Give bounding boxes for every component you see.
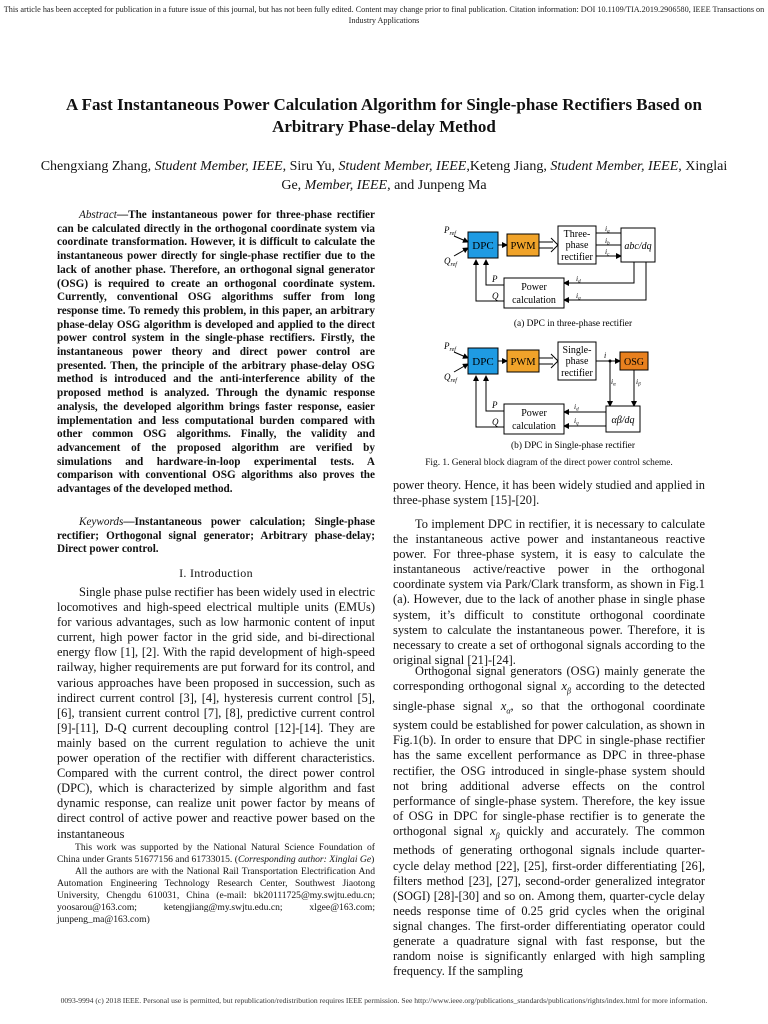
author-role: Member, IEEE <box>304 178 388 193</box>
intro-paragraph: Single phase pulse rectifier has been widely used in electric locomotives and high-speed electrical multiple units (EMUs) for various advantages, such as low harmonic content of input current, high power factor in the grid side, and bi-directional energy flow [1], [2]. With the rapid development of high-speed railway, higher requirements are put forward for its control, and various approaches have been proposed in succession, such as indirect current control [3], [4], hysteresis current control [5], [6], transient current control [7], [8], predictive current control [9]-[11], D-Q current decoupling control [12]-[14]. They are mainly based on the current regulation to achieve the unit power operation of the rectifier with different characteristics. Compared with the current control, the direct power control (DPC), which is characterized by simple algorithm and fast dynamic response, can realize unit power factor by means of direct control of active power and reactive power based on the instantaneous <box>57 585 375 841</box>
signal-id-b: $i_d$ <box>574 402 579 413</box>
alpha-beta-dq-label: αβ/dq <box>611 415 635 426</box>
signal-p-a: P <box>492 274 498 284</box>
signal-ialpha: $i_\alpha$ <box>611 377 616 388</box>
signal-qref-b: $Q_{ref}$ <box>444 372 457 384</box>
right-paragraph-3: Orthogonal signal generators (OSG) mainly generate the corresponding orthogonal signal $x_\beta$ according to the detected single-phase signal $x_\alpha$, so that the orthogonal coordinate system could be established for power calculation, as shown in Fig.1(b). In order to ensure that DPC in single-phase rectifier has the same excellent performance as DPC in three-phase rectifier, the OSG introduced in single-phase system should not bring additional adverse effects on the control performance of single-phase system. Therefore, the key issue of OSG in DPC for single-phase rectifier is to generate the orthogonal signal $x_\beta$ quickly and accurately. The common methods of generating orthogonal signals include quarter-cycle delay method [22], [25], first-order differentiating [26], filters method [23], [27], second-order generalized integrator (SOGI) [28]-[30] and so on. Among them, quarter-cycle delay needs response time of 0.25 grid cycles when the original signal changes. The first-order differentiating operator could generate a quadrature signal with fast response, but the random noise is significantly enlarged with high sampling frequency. If the sampling <box>393 664 706 979</box>
signal-ibeta: $i_\beta$ <box>636 377 641 388</box>
figure-block-diagram <box>438 222 708 450</box>
single-phase-label-2: phase <box>565 356 589 367</box>
affiliation-note: All the authors are with the National Rail Transportation Electrification And Automation Engineering Technology Research Center, Southwest Jiaotong University, Chengdu 610031, China (e-mail: bk20111725@my.swjtu.edu.cn; yoosarou@163.com; ketengjiang@my.swjtu.edu.cn; xlgee@163.com; junpeng_ma@163.com) <box>57 866 375 925</box>
signal-i: i <box>604 351 607 360</box>
signal-p-b: P <box>492 400 498 410</box>
dpc-label-a: DPC <box>472 240 494 252</box>
keywords <box>57 516 375 557</box>
subcaption-b: (b) DPC in Single-phase rectifier <box>511 441 635 450</box>
signal-id-a: $i_d$ <box>576 274 581 285</box>
three-phase-label-3: rectifier <box>561 252 593 263</box>
keywords-text: Instantaneous power calculation; Single-phase rectifier; Orthogonal signal generator; Arbitrary phase-delay; Direct power control. <box>57 516 375 556</box>
section-heading: I. Introduction <box>179 566 253 580</box>
paper-title: A Fast Instantaneous Power Calculation Algorithm for Single-phase Rectifiers Based on Arbitrary Phase-delay Method <box>66 95 702 136</box>
osg-label: OSG <box>623 357 645 368</box>
copyright-footer: 0093-9994 (c) 2018 IEEE. Personal use is permitted, but republication/redistribution requires IEEE permission. See http://www.ieee.org/publications_standards/publications/rights/index.html for more information. <box>60 996 708 1005</box>
keywords-dash: — <box>123 516 135 528</box>
diagram-b <box>443 341 648 450</box>
abstract-label: Abstract <box>79 209 117 221</box>
power-calc-label-1-b: Power <box>521 408 547 419</box>
signal-q-b: Q <box>492 417 499 427</box>
signal-iq-b: $i_q$ <box>574 416 579 427</box>
signal-q-a: Q <box>492 291 499 301</box>
power-calc-label-2-a: calculation <box>512 295 556 306</box>
author-name: Chengxiang Zhang, <box>40 159 155 174</box>
journal-notice: This article has been accepted for publication in a future issue of this journal, but has not been fully edited. Content may change prior to final publication. Citation information: DOI 10.1109/TIA.2019.2906580, IEEE Transactions on Industry Applications <box>3 5 765 25</box>
abstract-dash: — <box>116 209 129 221</box>
footnote <box>57 842 375 926</box>
author-name: , Xinglai Ge, <box>281 159 728 193</box>
author-name: ,Keteng Jiang, <box>466 159 551 174</box>
pwm-label-b: PWM <box>510 357 536 368</box>
author-role: Student Member, IEEE <box>338 159 467 174</box>
dpc-label-b: DPC <box>472 356 494 368</box>
signal-ib: $i_b$ <box>605 236 610 247</box>
keywords-label: Keywords <box>79 516 124 528</box>
subcaption-a: (a) DPC in three-phase rectifier <box>513 319 633 329</box>
right-paragraph-2: To implement DPC in rectifier, it is necessary to calculate the instantaneous active power and instantaneous reactive power. For three-phase system, it is easy to calculate the instantaneous active/reactive power in the orthogonal coordinate system via Park/Clark transform, as shown in Fig.1 (a). However, due to the lack of another phase in single phase system, it’s difficult to constitute orthogonal coordinate system to calculate the instantaneous power. Therefore, it is necessary to create a set of orthogonal signals according to the original signal [21]-[24]. <box>393 517 705 667</box>
author-role: Student Member, IEEE <box>550 159 679 174</box>
right-paragraph-1: power theory. Hence, it has been widely studied and applied in three-phase system [15]-[20]. <box>393 478 705 508</box>
abstract <box>57 209 375 497</box>
funding-note: This work was supported by the National Natural Science Foundation of China under Grants 51677156 and 61733015. (Corresponding author: Xinglai Ge) <box>57 842 375 865</box>
three-phase-label-1: Three- <box>563 229 591 240</box>
signal-qref-a: $Q_{ref}$ <box>444 256 457 268</box>
power-calc-label-2-b: calculation <box>512 421 556 432</box>
signal-ia: $i_a$ <box>605 224 610 235</box>
signal-ic: $i_c$ <box>605 247 610 258</box>
abstract-text: The instantaneous power for three-phase rectifier can be calculated directly in the orthogonal coordinate system via coordinate transformation. However, it is difficult to calculate the instantaneous power directly for single-phase rectifier due to the lack of another phase. Therefore, an orthogonal signal generator (OSG) is required to create an orthogonal coordinate system. Currently, conventional OSG algorithms suffer from long response time. To remedy this problem, in this paper, an arbitrary phase-delay OSG algorithm is developed and applied to the direct power control system in the single-phase rectifiers. Firstly, the instantaneous power theory and direct power control are presented. Then, the principle of the arbitrary phase-delay OSG method is introduced and the anti-interference ability of the proposed method is analyzed. Through the dynamic response analysis, the developed algorithm brings faster response, easier implementation and less computational burden compared with other common OSG algorithms. Finally, the validity and advancement of the proposed algorithm are verified by simulations and hardware-in-loop experimental tests. A comparison with conventional OSG algorithms also proves the advantages of the developed method. <box>57 209 375 496</box>
diagram-a <box>443 224 655 329</box>
signal-pref-b: $P_{ref}$ <box>444 341 456 353</box>
pwm-label-a: PWM <box>510 241 536 252</box>
abc-dq-label: abc/dq <box>624 241 652 252</box>
author-name: , Siru Yu, <box>282 159 339 174</box>
three-phase-label-2: phase <box>565 240 589 251</box>
single-phase-label-1: Single- <box>562 345 592 356</box>
signal-pref-a: $P_{ref}$ <box>444 225 456 237</box>
power-calc-label-1-a: Power <box>521 282 547 293</box>
figure-caption: Fig. 1. General block diagram of the direct power control scheme. <box>425 458 673 468</box>
author-name: , and Junpeng Ma <box>387 178 487 193</box>
author-role: Student Member, IEEE <box>154 159 283 174</box>
author-list <box>40 157 728 195</box>
signal-iq-a: $i_q$ <box>576 291 581 302</box>
single-phase-label-3: rectifier <box>561 368 593 379</box>
